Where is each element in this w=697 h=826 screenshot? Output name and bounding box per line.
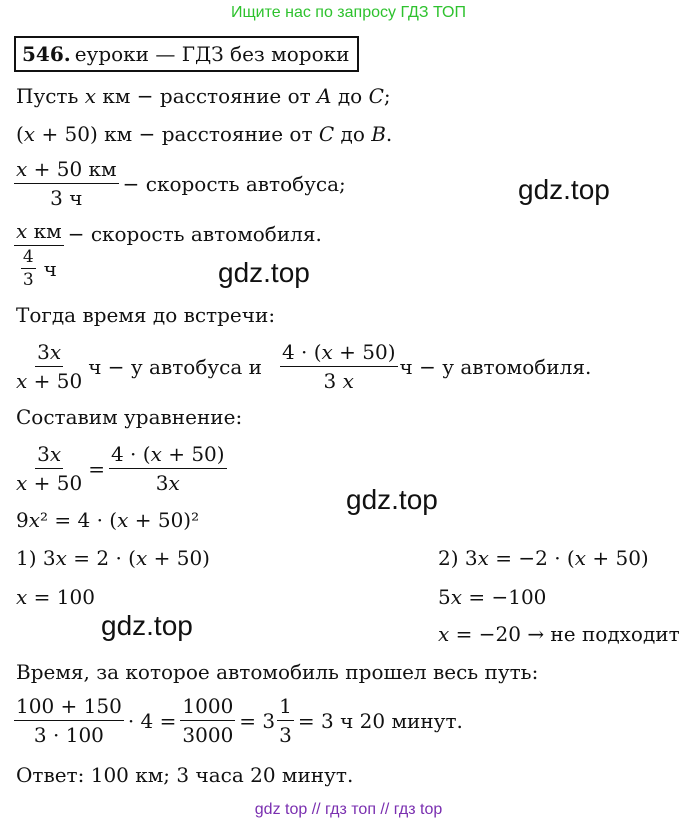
fraction-numerator: 1000 — [180, 694, 235, 721]
total-time-calc — [14, 694, 463, 747]
equation-left-fraction — [14, 442, 84, 495]
equation-squared: 9𝑥² = 4 · (𝑥 + 50)² — [16, 508, 200, 532]
unit-hours: ч — [43, 256, 57, 281]
bus-speed-label: − скорость автобуса; — [122, 171, 346, 196]
fraction-numerator: 1 — [277, 694, 294, 721]
case-1-result: 𝑥 = 100 — [16, 585, 95, 609]
text-line-total-time: Время, за которое автомобиль прошел весь путь: — [16, 660, 539, 684]
fraction-numerator: 3𝑥 — [35, 340, 63, 367]
text-line-2: (𝑥 + 50) км − расстояние от 𝐶 до 𝐵. — [16, 122, 393, 146]
case-2-result: 𝑥 = −20 → не подходит — [438, 622, 680, 646]
fraction-denominator: 𝑥 + 50 — [16, 369, 83, 393]
equals-three: = 3 — [239, 708, 276, 733]
fraction-numerator: 100 + 150 — [14, 694, 124, 721]
watermark: gdz.top — [346, 484, 438, 515]
case-2-step: 5𝑥 = −100 — [438, 585, 547, 609]
text-line-meeting: Тогда время до встречи: — [16, 303, 276, 327]
fraction-numerator: 4 · (𝑥 + 50) — [109, 442, 227, 469]
header-search-link[interactable]: Ищите нас по запросу ГДЗ ТОП — [231, 4, 466, 21]
fraction-denominator: 3 ч — [50, 186, 83, 210]
times-four: · 4 = — [127, 708, 177, 733]
text-line-equation-intro: Составим уравнение: — [16, 405, 243, 429]
fraction-numerator: 𝑥 км — [14, 219, 64, 246]
answer-line: Ответ: 100 км; 3 часа 20 минут. — [16, 763, 354, 787]
fraction-numerator: 𝑥 + 50 км — [14, 157, 119, 184]
fraction-numerator: 4 · (𝑥 + 50) — [280, 340, 398, 367]
time-fraction-3 — [277, 694, 294, 747]
equation-line — [14, 442, 227, 495]
task-title-box — [14, 36, 359, 72]
fraction-denominator: 𝑥 + 50 — [16, 471, 83, 495]
case-1-equation: 1) 3𝑥 = 2 · (𝑥 + 50) — [16, 546, 210, 570]
time-fraction-2 — [180, 694, 235, 747]
watermark: gdz.top — [218, 257, 310, 288]
watermark: gdz.top — [101, 610, 193, 641]
bus-speed-fraction — [14, 157, 119, 210]
nested-denominator: 3 — [22, 270, 34, 290]
fraction-denominator: 3000 — [182, 723, 234, 747]
car-speed-fraction — [14, 219, 64, 289]
footer-links[interactable]: gdz top // гдз топ // гдз top — [254, 801, 443, 818]
bus-time-fraction — [14, 340, 84, 393]
task-title-text: еуроки — ГДЗ без мороки — [74, 42, 350, 66]
bus-time-label: ч − у автобуса и — [88, 354, 262, 379]
fraction-denominator: 3𝑥 — [155, 471, 180, 495]
fraction-denominator: 3 𝑥 — [323, 369, 354, 393]
time-line — [14, 340, 591, 393]
nested-numerator: 4 — [22, 247, 34, 267]
time-fraction-1 — [14, 694, 124, 747]
case-2-equation: 2) 3𝑥 = −2 · (𝑥 + 50) — [438, 546, 649, 570]
time-result: = 3 ч 20 минут. — [297, 708, 463, 733]
fraction-denominator: 3 — [279, 723, 292, 747]
task-number: 546. — [22, 42, 71, 66]
nested-fraction — [21, 248, 36, 289]
car-time-fraction — [280, 340, 398, 393]
equation-right-fraction — [109, 442, 227, 495]
bus-speed-line — [14, 157, 346, 210]
fraction-denominator — [19, 246, 59, 289]
fraction-denominator: 3 · 100 — [33, 723, 104, 747]
car-speed-label: − скорость автомобиля. — [67, 222, 322, 246]
watermark: gdz.top — [518, 174, 610, 205]
equals-sign: = — [88, 456, 105, 481]
fraction-numerator: 3𝑥 — [35, 442, 63, 469]
car-time-label: ч − у автомобиля. — [399, 354, 592, 379]
text-line-1: Пусть 𝑥 км − расстояние от 𝐴 до 𝐶; — [16, 84, 391, 108]
